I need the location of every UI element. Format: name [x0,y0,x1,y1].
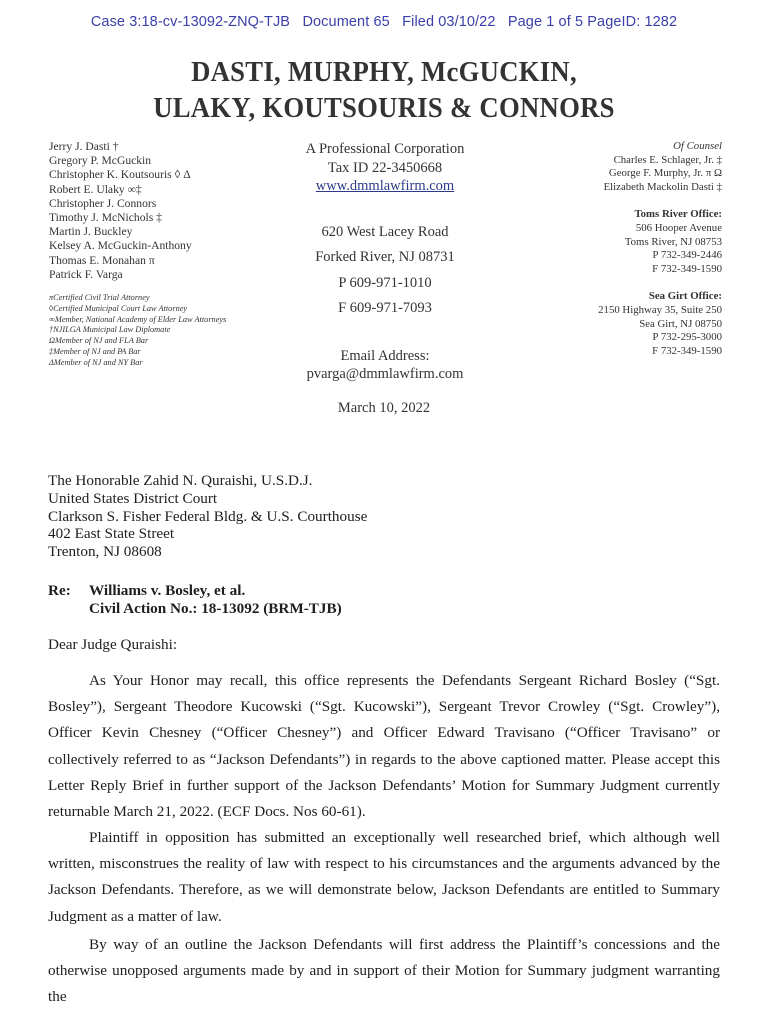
office-line: P 732-349-2446 [652,249,722,262]
attorney-name: Gregory P. McGuckin [49,154,152,168]
legend-item: πCertified Civil Trial Attorney [49,293,150,302]
paragraph-text: Plaintiff in opposition has submitted an exceptionally well researched brief, which although well written, misconstrues the reality of law with respect to his circumstances and the arguments advanced by the Jackson Defendants. Therefore, as we will demonstrate below, Jackson Defendants are entitled to Summary Judgment as a matter of law. [48,829,720,925]
of-counsel-and-offices [598,140,722,358]
credential-legend [49,293,226,369]
counsel-name: George F. Murphy, Jr. π Ω [608,167,722,180]
office-line: F 732-349-1590 [652,344,722,357]
office-street: 620 West Lacey Road [321,223,449,240]
counsel-name: Charles E. Schlager, Jr. ‡ [613,153,722,166]
legend-item: ΩMember of NJ and FLA Bar [49,336,149,346]
legend-item: ◊Certified Municipal Court Law Attorney [49,303,188,313]
case-filing-header: Case 3:18-cv-13092-ZNQ-TJB Document 65 Filed 03/10/22 Page 1 of 5 PageID: 1282 [90,14,678,30]
body-paragraph-1 [48,668,720,825]
sea-girt-office-heading: Sea Girt Office: [648,290,722,303]
attorney-name: Timothy J. McNichols ‡ [49,211,162,225]
attorney-name: Martin J. Buckley [49,225,133,239]
office-line: 506 Hooper Avenue [635,221,722,234]
attorney-name: Christopher J. Connors [49,196,157,210]
office-fax: F 609-971-7093 [338,300,432,316]
corporation-type: A Professional Corporation [305,141,465,157]
office-line: Toms River, NJ 08753 [624,235,722,248]
office-line: F 732-349-1590 [652,262,722,275]
body-paragraph-3 [48,932,720,1011]
addressee-line: Clarkson S. Fisher Federal Bldg. & U.S. Courthouse [48,507,368,525]
office-line: P 732-295-3000 [652,331,722,344]
addressee-line: Trenton, NJ 08608 [48,543,162,561]
office-line: Sea Girt, NJ 08750 [639,317,722,330]
addressee-line: 402 East State Street [48,525,175,543]
attorney-name: Patrick F. Varga [49,267,123,281]
attorney-name: Robert E. Ulaky ∞‡ [49,182,142,196]
legend-item: ∞Member, National Academy of Elder Law Attorneys [49,314,227,324]
attorney-name: Christopher K. Koutsouris ◊ Δ [49,168,191,182]
firm-main-office [280,140,490,384]
firm-name-line-2: ULAKY, KOUTSOURIS & CONNORS [153,92,615,124]
toms-river-office-heading: Toms River Office: [634,208,722,221]
attorney-name: Thomas E. Monahan π [49,253,155,267]
civil-action-number: Civil Action No.: 18-13092 (BRM-TJB) [89,600,342,617]
legend-item: ΔMember of NJ and NY Bar [49,357,143,367]
attorney-name: Kelsey A. McGuckin-Anthony [49,239,192,253]
body-paragraph-2 [48,825,720,930]
email-address: pvarga@dmmlawfirm.com [306,366,464,382]
office-city: Forked River, NJ 08731 [315,249,455,265]
attorney-list [49,140,192,282]
office-phone: P 609-971-1010 [338,274,432,291]
counsel-name: Elizabeth Mackolin Dasti ‡ [603,180,722,193]
re-label: Re: [48,582,71,599]
firm-website-link[interactable]: www.dmmlawfirm.com [315,178,455,194]
legend-item: †NJILGA Municipal Law Diplomate [49,325,171,335]
legend-item: ‡Member of NJ and PA Bar [49,346,141,356]
tax-id: Tax ID 22-3450668 [327,159,443,176]
attorney-name: Jerry J. Dasti † [49,140,119,153]
paragraph-text: As Your Honor may recall, this office represents the Defendants Sergeant Richard Bosley (“Sgt. Bosley”), Sergeant Theodore Kucowski (“Sgt. Kucowski”), Sergeant Trevor Crowley (“Sgt. Crowley”), Officer Kevin Chesney (“Officer Chesney”) and Officer Edward Travisano (“Officer Travisano” or collectively referred to as “Jackson Defendants”) in regards to the above captioned matter. Please accept this Letter Reply Brief in further support of the Jackson Defendants’ Motion for Summary Judgment currently returnable March 21, 2022. (ECF Docs. Nos 60-61). [48,672,720,821]
salutation: Dear Judge Quraishi: [48,636,178,653]
letter-date: March 10, 2022 [337,400,431,416]
addressee-block [48,472,367,561]
addressee-line: The Honorable Zahid N. Quraishi, U.S.D.J. [48,472,313,489]
office-line: 2150 Highway 35, Suite 250 [598,303,722,316]
firm-name-line-1: DASTI, MURPHY, McGUCKIN, [191,56,577,88]
paragraph-text: By way of an outline the Jackson Defendants will first address the Plaintiff’s concessions and the otherwise unopposed arguments made by and in support of their Motion for Summary judgment warranting the [48,936,720,1006]
email-label: Email Address: [340,347,430,364]
of-counsel-heading: Of Counsel [673,140,722,152]
addressee-line: United States District Court [48,489,218,507]
case-name: Williams v. Bosley, et al. [89,582,246,599]
